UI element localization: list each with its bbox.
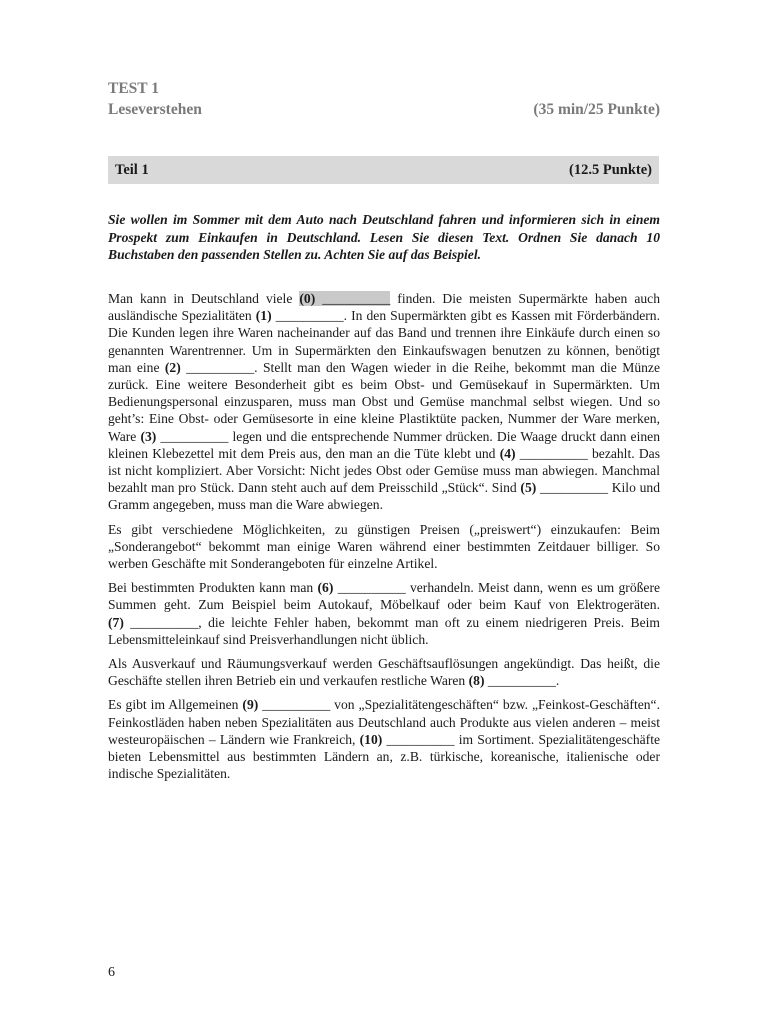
text-segment: Es gibt im Allgemeinen bbox=[108, 697, 243, 713]
gap-number: (1) bbox=[255, 308, 272, 324]
gap-blank: __________ bbox=[540, 480, 608, 496]
gap-number: (10) bbox=[359, 731, 383, 747]
gap-number: (8) bbox=[468, 673, 485, 689]
reading-text bbox=[108, 290, 660, 789]
gap-blank: __________ bbox=[186, 359, 255, 375]
text-segment: finden. Die meisten Supermärkte haben auch ausländische Spezialitäten bbox=[108, 291, 661, 324]
test-title: TEST 1 bbox=[108, 80, 159, 97]
gap-3 bbox=[140, 429, 228, 444]
gap-blank: __________ bbox=[386, 731, 455, 747]
teil-header-bar bbox=[108, 156, 659, 184]
gap-7 bbox=[108, 615, 198, 630]
text-segment: legen und die entsprechende Nummer drücken. Die Waage druckt dann einen kleinen Klebezettel mit dem Preis aus, den man an die Tüte klebt und bbox=[108, 428, 660, 461]
paragraph-1 bbox=[108, 290, 660, 514]
teil-points: (12.5 Punkte) bbox=[569, 161, 652, 178]
text-segment: . bbox=[555, 673, 560, 689]
gap-number: (4) bbox=[499, 445, 516, 461]
task-instructions: Sie wollen im Sommer mit dem Auto nach Deutschland fahren und informieren sich in einem Prospekt zum Einkaufen in Deutschland. Lesen Sie diesen Text. Ordnen Sie danach 10 Buchstaben den passenden Stellen zu. Achten Sie auf das Beispiel. bbox=[108, 212, 660, 263]
gap-8 bbox=[469, 673, 556, 688]
section-title: Leseverstehen bbox=[108, 101, 202, 118]
page-number: 6 bbox=[108, 965, 115, 980]
gap-1 bbox=[256, 308, 344, 323]
gap-blank: __________ bbox=[487, 673, 556, 689]
text-segment: Man kann in Deutschland viele bbox=[108, 291, 300, 306]
gap-number: (5) bbox=[520, 480, 537, 496]
text-segment: verhandeln. Meist dann, wenn es um größere Summen geht. Zum Beispiel beim Autokauf, Möbelkauf oder beim Kauf von Elektrogeräten. bbox=[108, 580, 661, 613]
text-segment: von „Spezialitätengeschäften“ bzw. „Feinkost-Geschäften“. Feinkostläden haben neben Spezialitäten aus Deutschland auch Produkte aus vielen anderen – meist westeuropäischen – Ländern wie Frankreich, bbox=[108, 697, 660, 747]
paragraph-2: Es gibt verschiedene Möglichkeiten, zu günstigen Preisen („preiswert“) einzukaufen: Beim „Sonderangebot“ bekommt man einige Waren während einer bestimmten Zeitdauer billiger. So werben Geschäfte mit Sonderangeboten für einzelne Artikel. bbox=[108, 521, 660, 572]
gap-blank: __________ bbox=[130, 614, 199, 630]
gap-number: (2) bbox=[164, 359, 181, 375]
text-segment: . Stellt man den Wagen wieder in die Reihe, bekommt man die Münze zurück. Eine weitere Besonderheit gibt es beim Obst- und Gemüsekauf in Supermärkten. Um Bedienungspersonal einzusparen, muss man Obst und Gemüse manchmal selbst wiegen. Und so geht’s: Eine Obst- oder Gemüsesorte in eine kleine Plastiktüte packen, Nummer der Ware merken, Ware bbox=[108, 359, 660, 444]
gap-4 bbox=[500, 446, 588, 461]
gap-blank: __________ bbox=[322, 291, 391, 306]
gap-number: (6) bbox=[317, 580, 334, 596]
text-segment: Als Ausverkauf und Räumungsverkauf werden Geschäftsauflösungen angekündigt. Das heißt, die Geschäfte stellen ihren Betrieb ein und verkaufen restliche Waren bbox=[108, 656, 660, 689]
gap-blank: __________ bbox=[262, 697, 331, 713]
gap-blank: __________ bbox=[160, 428, 229, 444]
paragraph-3 bbox=[108, 579, 660, 648]
section-header bbox=[108, 101, 660, 119]
text-segment: im Sortiment. Spezialitätengeschäfte bieten Lebensmittel aus bestimmten Ländern an, z.B. türkische, koreanische, italienische oder indische Spezialitäten. bbox=[108, 731, 661, 782]
paragraph-4 bbox=[108, 655, 660, 689]
example-gap-0 bbox=[299, 291, 390, 306]
gap-number: (3) bbox=[140, 428, 157, 444]
text-segment: Bei bestimmten Produkten kann man bbox=[108, 580, 318, 596]
gap-2 bbox=[165, 360, 254, 375]
gap-9 bbox=[242, 697, 330, 712]
gap-number: (9) bbox=[242, 697, 259, 713]
gap-number: (7) bbox=[108, 614, 124, 630]
teil-label: Teil 1 bbox=[115, 161, 149, 178]
paragraph-5 bbox=[108, 696, 660, 782]
gap-number: (0) bbox=[299, 291, 316, 306]
section-time-points: (35 min/25 Punkte) bbox=[533, 101, 660, 118]
text-segment: bezahlt. Das ist nicht kompliziert. Aber Vorsicht: Nicht jedes Obst oder Gemüse muss man abwiegen. Manchmal bezahlt man pro Stück. Dann steht auch auf dem Preisschild „Stück“. Sind bbox=[108, 445, 660, 496]
gap-5 bbox=[520, 480, 608, 495]
gap-6 bbox=[318, 580, 406, 595]
gap-blank: __________ bbox=[275, 308, 344, 324]
text-segment: Kilo und Gramm angegeben, muss man die Ware abwiegen. bbox=[108, 480, 660, 513]
gap-blank: __________ bbox=[337, 580, 406, 596]
text-segment: . In den Supermärkten gibt es Kassen mit Förderbändern. Die Kunden legen ihre Waren nacheinander auf das Band und trennen ihre Einkäufe durch einen so genannten Warentrenner. Um in Supermärkten den Einkaufswagen benutzen zu können, benötigt man eine bbox=[108, 308, 660, 375]
gap-blank: __________ bbox=[519, 445, 588, 461]
gap-10 bbox=[360, 732, 455, 747]
text-segment: , die leichte Fehler haben, bekommt man oft zu einem niedrigeren Preis. Beim Lebensmitteleinkauf sind Preisverhandlungen nicht üblich. bbox=[108, 614, 660, 647]
